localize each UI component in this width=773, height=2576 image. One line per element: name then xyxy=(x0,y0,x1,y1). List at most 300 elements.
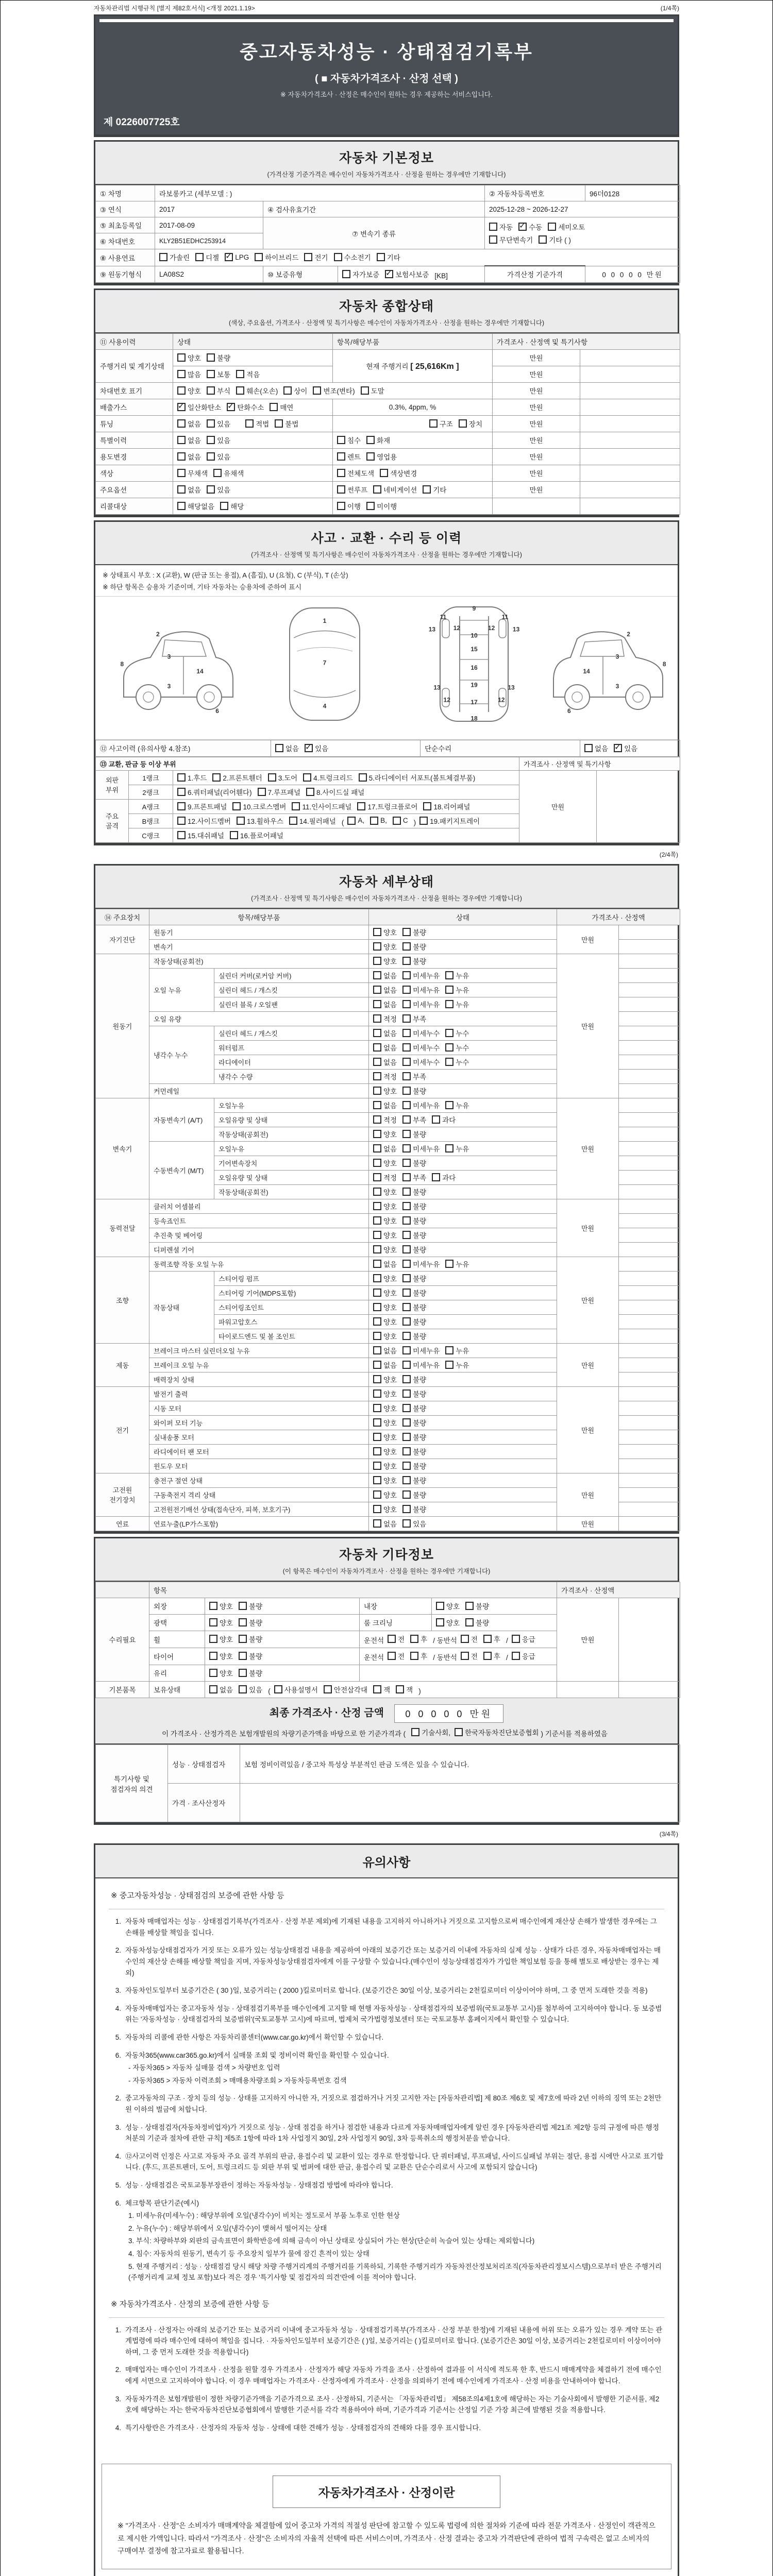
checkbox-item[interactable] xyxy=(402,1143,440,1154)
checkbox[interactable] xyxy=(337,452,345,461)
checkbox-item[interactable] xyxy=(239,1651,262,1661)
checkbox[interactable] xyxy=(177,370,186,378)
checkbox[interactable] xyxy=(275,744,283,752)
checkbox-item[interactable] xyxy=(411,1727,450,1737)
checkbox-item[interactable] xyxy=(207,352,230,363)
checkbox-item[interactable] xyxy=(402,956,426,966)
checkbox-item[interactable] xyxy=(370,817,387,825)
checkbox[interactable] xyxy=(373,1389,381,1398)
checkbox[interactable] xyxy=(373,1505,381,1513)
checkbox-item[interactable] xyxy=(419,816,480,826)
checkbox[interactable] xyxy=(429,419,438,428)
checkbox[interactable] xyxy=(402,1260,411,1268)
checkbox[interactable] xyxy=(373,986,381,994)
checkbox[interactable] xyxy=(209,1618,217,1626)
checkbox-item[interactable] xyxy=(402,999,440,1009)
checkbox-item[interactable] xyxy=(373,1230,397,1240)
checkbox-item[interactable] xyxy=(410,1634,427,1644)
checkbox[interactable] xyxy=(432,1115,440,1124)
checkbox[interactable] xyxy=(402,942,411,951)
checkbox-item[interactable] xyxy=(402,1129,426,1139)
checkbox-item[interactable] xyxy=(445,1143,469,1154)
checkbox-item[interactable] xyxy=(373,1028,397,1038)
checkbox[interactable] xyxy=(232,802,241,810)
checkbox-item[interactable] xyxy=(373,1259,397,1269)
checkbox-item[interactable] xyxy=(207,451,230,462)
checkbox[interactable] xyxy=(255,253,263,261)
checkbox[interactable] xyxy=(402,1245,411,1253)
checkbox[interactable] xyxy=(402,1202,411,1210)
checkbox-item[interactable] xyxy=(255,252,298,262)
checkbox[interactable] xyxy=(225,253,233,261)
checkbox[interactable] xyxy=(373,1043,381,1052)
checkbox-item[interactable] xyxy=(445,1259,469,1269)
checkbox-item[interactable] xyxy=(402,927,426,937)
checkbox-item[interactable] xyxy=(489,222,513,232)
checkbox-item[interactable] xyxy=(373,1331,397,1341)
checkbox-item[interactable] xyxy=(380,468,417,478)
checkbox[interactable] xyxy=(373,485,381,494)
checkbox-item[interactable] xyxy=(402,1504,426,1514)
checkbox-item[interactable] xyxy=(225,253,249,261)
checkbox[interactable] xyxy=(366,452,375,461)
checkbox[interactable] xyxy=(177,788,186,796)
checkbox-item[interactable] xyxy=(402,1172,426,1182)
checkbox-item[interactable] xyxy=(177,402,221,412)
checkbox[interactable] xyxy=(303,773,311,782)
checkbox[interactable] xyxy=(373,1332,381,1340)
checkbox-item[interactable] xyxy=(402,1489,426,1500)
checkbox-item[interactable] xyxy=(292,801,351,811)
checkbox[interactable] xyxy=(402,1447,411,1455)
checkbox-item[interactable] xyxy=(357,801,417,811)
checkbox[interactable] xyxy=(396,1685,404,1693)
checkbox-item[interactable] xyxy=(459,418,482,429)
checkbox-item[interactable] xyxy=(209,1651,233,1661)
checkbox[interactable] xyxy=(373,1519,381,1528)
checkbox[interactable] xyxy=(432,1173,440,1181)
checkbox-item[interactable] xyxy=(306,787,364,797)
checkbox-item[interactable] xyxy=(512,1651,535,1661)
checkbox[interactable] xyxy=(411,1728,419,1736)
checkbox[interactable] xyxy=(373,1245,381,1253)
checkbox[interactable] xyxy=(373,1476,381,1484)
checkbox-item[interactable] xyxy=(373,1100,397,1110)
checkbox-item[interactable] xyxy=(373,1417,397,1428)
checkbox-item[interactable] xyxy=(373,999,397,1009)
checkbox[interactable] xyxy=(373,1346,381,1354)
checkbox-item[interactable] xyxy=(373,1013,397,1024)
checkbox[interactable] xyxy=(373,1462,381,1470)
checkbox[interactable] xyxy=(270,403,278,411)
checkbox[interactable] xyxy=(373,1072,381,1080)
checkbox[interactable] xyxy=(373,1303,381,1311)
checkbox[interactable] xyxy=(373,1159,381,1167)
checkbox-item[interactable] xyxy=(373,1489,397,1500)
checkbox-item[interactable] xyxy=(518,222,542,232)
checkbox[interactable] xyxy=(402,1188,411,1196)
checkbox-item[interactable] xyxy=(388,1634,405,1644)
checkbox-item[interactable] xyxy=(275,418,298,429)
checkbox[interactable] xyxy=(402,1130,411,1138)
checkbox[interactable] xyxy=(518,223,527,231)
checkbox[interactable] xyxy=(402,1072,411,1080)
checkbox-item[interactable] xyxy=(366,451,397,462)
checkbox-item[interactable] xyxy=(359,772,476,783)
checkbox[interactable] xyxy=(402,1274,411,1282)
checkbox-item[interactable] xyxy=(373,1187,397,1197)
checkbox[interactable] xyxy=(402,1332,411,1340)
checkbox[interactable] xyxy=(373,1685,381,1693)
checkbox[interactable] xyxy=(402,1173,411,1181)
checkbox-item[interactable] xyxy=(455,1727,539,1737)
checkbox-item[interactable] xyxy=(584,743,608,753)
checkbox-item[interactable] xyxy=(402,1215,426,1226)
checkbox-item[interactable] xyxy=(159,252,190,262)
checkbox-item[interactable] xyxy=(258,787,300,797)
checkbox[interactable] xyxy=(195,253,204,261)
checkbox[interactable] xyxy=(402,1476,411,1484)
checkbox[interactable] xyxy=(419,817,428,825)
checkbox[interactable] xyxy=(402,1505,411,1513)
checkbox[interactable] xyxy=(207,353,215,362)
checkbox[interactable] xyxy=(177,502,186,510)
checkbox-item[interactable] xyxy=(402,1446,426,1456)
checkbox[interactable] xyxy=(512,1652,520,1660)
checkbox[interactable] xyxy=(465,1602,474,1610)
checkbox[interactable] xyxy=(445,1043,453,1052)
checkbox[interactable] xyxy=(209,1602,217,1610)
checkbox-item[interactable] xyxy=(432,1172,456,1182)
checkbox[interactable] xyxy=(209,1635,217,1643)
checkbox[interactable] xyxy=(177,831,186,839)
checkbox[interactable] xyxy=(373,971,381,979)
checkbox-item[interactable] xyxy=(402,1374,426,1384)
checkbox-item[interactable] xyxy=(402,1345,440,1355)
checkbox-item[interactable] xyxy=(373,956,397,966)
checkbox-item[interactable] xyxy=(373,1086,397,1096)
checkbox-item[interactable] xyxy=(373,1244,397,1255)
checkbox-item[interactable] xyxy=(402,1071,426,1081)
checkbox[interactable] xyxy=(402,1418,411,1427)
checkbox-item[interactable] xyxy=(402,1013,426,1024)
checkbox-item[interactable] xyxy=(423,484,446,495)
checkbox[interactable] xyxy=(465,1618,474,1626)
checkbox-item[interactable] xyxy=(177,435,201,445)
checkbox-item[interactable] xyxy=(432,1114,456,1125)
checkbox[interactable] xyxy=(445,986,453,994)
checkbox[interactable] xyxy=(402,1389,411,1398)
checkbox-item[interactable] xyxy=(465,1617,489,1628)
checkbox-item[interactable] xyxy=(373,1071,397,1081)
checkbox[interactable] xyxy=(373,1317,381,1326)
checkbox-item[interactable] xyxy=(373,1446,397,1456)
checkbox[interactable] xyxy=(388,1635,396,1643)
checkbox[interactable] xyxy=(385,270,393,278)
checkbox[interactable] xyxy=(461,1635,469,1643)
checkbox[interactable] xyxy=(177,403,186,411)
checkbox-item[interactable] xyxy=(177,468,208,478)
checkbox-item[interactable] xyxy=(177,352,201,363)
checkbox-item[interactable] xyxy=(361,385,384,396)
checkbox[interactable] xyxy=(373,1418,381,1427)
checkbox-item[interactable] xyxy=(324,1684,367,1694)
checkbox-item[interactable] xyxy=(373,1345,397,1355)
checkbox-item[interactable] xyxy=(373,1403,397,1413)
checkbox-item[interactable] xyxy=(239,1634,262,1644)
checkbox[interactable] xyxy=(402,1029,411,1037)
checkbox-item[interactable] xyxy=(402,985,440,995)
checkbox-item[interactable] xyxy=(177,418,201,429)
checkbox[interactable] xyxy=(304,253,312,261)
checkbox[interactable] xyxy=(402,957,411,965)
checkbox-item[interactable] xyxy=(303,772,352,783)
checkbox[interactable] xyxy=(337,469,345,477)
checkbox[interactable] xyxy=(483,1652,492,1660)
checkbox-item[interactable] xyxy=(445,999,469,1009)
checkbox-item[interactable] xyxy=(373,1042,397,1053)
checkbox[interactable] xyxy=(275,419,283,428)
checkbox[interactable] xyxy=(377,253,385,261)
checkbox[interactable] xyxy=(324,1685,332,1693)
checkbox[interactable] xyxy=(402,1014,411,1023)
checkbox-item[interactable] xyxy=(402,1475,426,1485)
checkbox[interactable] xyxy=(366,502,375,510)
checkbox[interactable] xyxy=(445,1346,453,1354)
checkbox-item[interactable] xyxy=(195,252,219,262)
checkbox[interactable] xyxy=(239,1602,247,1610)
checkbox-item[interactable] xyxy=(289,816,336,826)
checkbox[interactable] xyxy=(268,773,276,782)
checkbox-item[interactable] xyxy=(483,1634,500,1644)
checkbox-item[interactable] xyxy=(402,1287,426,1298)
checkbox[interactable] xyxy=(402,1433,411,1441)
checkbox-item[interactable] xyxy=(402,1302,426,1312)
checkbox[interactable] xyxy=(177,436,186,444)
checkbox[interactable] xyxy=(337,502,345,510)
checkbox[interactable] xyxy=(459,419,467,428)
checkbox-item[interactable] xyxy=(402,1316,426,1327)
checkbox[interactable] xyxy=(347,817,356,825)
checkbox-item[interactable] xyxy=(388,1651,405,1661)
checkbox-item[interactable] xyxy=(366,435,390,445)
checkbox-item[interactable] xyxy=(445,1100,469,1110)
checkbox-item[interactable] xyxy=(313,385,355,396)
checkbox[interactable] xyxy=(402,1303,411,1311)
checkbox[interactable] xyxy=(402,1375,411,1383)
checkbox-item[interactable] xyxy=(177,451,201,462)
checkbox-item[interactable] xyxy=(373,1475,397,1485)
checkbox[interactable] xyxy=(239,1652,247,1660)
checkbox-item[interactable] xyxy=(512,1634,535,1644)
checkbox[interactable] xyxy=(410,1635,418,1643)
checkbox-item[interactable] xyxy=(209,1617,233,1628)
checkbox-item[interactable] xyxy=(373,1143,397,1154)
checkbox[interactable] xyxy=(227,403,235,411)
checkbox-item[interactable] xyxy=(373,941,397,952)
checkbox-item[interactable] xyxy=(227,402,264,412)
checkbox[interactable] xyxy=(548,223,556,231)
checkbox[interactable] xyxy=(177,469,186,477)
checkbox[interactable] xyxy=(283,386,292,395)
checkbox[interactable] xyxy=(209,1669,217,1677)
checkbox-item[interactable] xyxy=(489,234,533,245)
checkbox[interactable] xyxy=(489,223,497,231)
checkbox-item[interactable] xyxy=(402,1086,426,1096)
checkbox-item[interactable] xyxy=(236,369,260,379)
checkbox[interactable] xyxy=(239,1685,247,1693)
checkbox[interactable] xyxy=(245,419,254,428)
checkbox-item[interactable] xyxy=(337,484,367,495)
checkbox[interactable] xyxy=(239,1635,247,1643)
checkbox[interactable] xyxy=(292,802,300,810)
checkbox[interactable] xyxy=(373,1087,381,1095)
checkbox-item[interactable] xyxy=(337,451,361,462)
checkbox[interactable] xyxy=(445,1260,453,1268)
checkbox[interactable] xyxy=(207,485,215,494)
checkbox[interactable] xyxy=(361,386,369,395)
checkbox-item[interactable] xyxy=(402,1388,426,1399)
checkbox-item[interactable] xyxy=(239,1601,262,1611)
checkbox[interactable] xyxy=(445,1029,453,1037)
checkbox[interactable] xyxy=(483,1635,492,1643)
checkbox[interactable] xyxy=(402,928,411,936)
checkbox-item[interactable] xyxy=(436,1601,460,1611)
checkbox-item[interactable] xyxy=(373,1057,397,1067)
checkbox-item[interactable] xyxy=(177,484,201,495)
checkbox[interactable] xyxy=(209,1685,217,1693)
checkbox[interactable] xyxy=(305,744,313,752)
checkbox-item[interactable] xyxy=(373,1461,397,1471)
checkbox[interactable] xyxy=(373,1014,381,1023)
checkbox-item[interactable] xyxy=(337,501,361,511)
checkbox[interactable] xyxy=(373,1144,381,1153)
checkbox[interactable] xyxy=(212,773,221,782)
checkbox-item[interactable] xyxy=(209,1601,233,1611)
checkbox[interactable] xyxy=(337,485,345,494)
checkbox-item[interactable] xyxy=(402,1100,440,1110)
checkbox[interactable] xyxy=(209,1652,217,1660)
checkbox-item[interactable] xyxy=(347,817,364,825)
checkbox[interactable] xyxy=(402,1462,411,1470)
checkbox-item[interactable] xyxy=(275,743,299,753)
checkbox[interactable] xyxy=(306,788,314,796)
checkbox[interactable] xyxy=(373,1375,381,1383)
checkbox-item[interactable] xyxy=(239,1684,262,1694)
checkbox-item[interactable] xyxy=(402,1273,426,1283)
checkbox[interactable] xyxy=(342,270,350,278)
checkbox-item[interactable] xyxy=(268,772,297,783)
checkbox-item[interactable] xyxy=(373,1273,397,1283)
checkbox-item[interactable] xyxy=(342,269,379,279)
checkbox[interactable] xyxy=(373,1115,381,1124)
checkbox-item[interactable] xyxy=(402,1518,426,1529)
checkbox[interactable] xyxy=(373,1490,381,1499)
checkbox-item[interactable] xyxy=(212,772,262,783)
checkbox-item[interactable] xyxy=(373,1215,397,1226)
checkbox-item[interactable] xyxy=(445,1028,469,1038)
checkbox[interactable] xyxy=(334,253,342,261)
checkbox-item[interactable] xyxy=(304,252,328,262)
checkbox[interactable] xyxy=(423,485,431,494)
checkbox[interactable] xyxy=(239,1618,247,1626)
checkbox[interactable] xyxy=(207,419,215,428)
checkbox[interactable] xyxy=(402,1519,411,1528)
checkbox[interactable] xyxy=(373,1404,381,1412)
checkbox-item[interactable] xyxy=(274,1684,318,1694)
checkbox[interactable] xyxy=(373,1202,381,1210)
checkbox-item[interactable] xyxy=(548,222,585,232)
checkbox-item[interactable] xyxy=(445,1360,469,1370)
checkbox[interactable] xyxy=(380,469,388,477)
checkbox[interactable] xyxy=(220,502,228,510)
checkbox-item[interactable] xyxy=(177,369,201,379)
checkbox[interactable] xyxy=(177,485,186,494)
checkbox[interactable] xyxy=(402,1159,411,1167)
checkbox[interactable] xyxy=(337,436,345,444)
checkbox-item[interactable] xyxy=(207,385,230,396)
checkbox[interactable] xyxy=(410,1652,418,1660)
checkbox[interactable] xyxy=(402,1043,411,1052)
checkbox[interactable] xyxy=(357,802,365,810)
checkbox-item[interactable] xyxy=(177,501,214,511)
checkbox[interactable] xyxy=(177,419,186,428)
checkbox[interactable] xyxy=(366,436,375,444)
checkbox[interactable] xyxy=(370,817,378,825)
checkbox[interactable] xyxy=(207,370,215,378)
checkbox[interactable] xyxy=(236,370,244,378)
checkbox-item[interactable] xyxy=(207,418,230,429)
checkbox-item[interactable] xyxy=(177,772,207,783)
checkbox[interactable] xyxy=(402,1115,411,1124)
checkbox[interactable] xyxy=(289,817,297,825)
checkbox[interactable] xyxy=(445,1361,453,1369)
checkbox-item[interactable] xyxy=(373,985,397,995)
checkbox-item[interactable] xyxy=(445,985,469,995)
checkbox-item[interactable] xyxy=(373,1684,390,1694)
checkbox[interactable] xyxy=(373,1130,381,1138)
checkbox-item[interactable] xyxy=(373,1360,397,1370)
checkbox-item[interactable] xyxy=(402,1042,440,1053)
checkbox-item[interactable] xyxy=(429,418,453,429)
checkbox[interactable] xyxy=(313,386,321,395)
checkbox-item[interactable] xyxy=(465,1601,489,1611)
checkbox-item[interactable] xyxy=(539,234,571,245)
checkbox-item[interactable] xyxy=(283,385,307,396)
checkbox[interactable] xyxy=(402,971,411,979)
checkbox[interactable] xyxy=(393,817,401,825)
checkbox-item[interactable] xyxy=(402,1158,426,1168)
checkbox[interactable] xyxy=(373,1216,381,1225)
checkbox-item[interactable] xyxy=(177,816,231,826)
checkbox[interactable] xyxy=(373,1231,381,1239)
checkbox[interactable] xyxy=(373,1274,381,1282)
checkbox[interactable] xyxy=(373,1289,381,1297)
checkbox-item[interactable] xyxy=(209,1634,233,1644)
checkbox[interactable] xyxy=(402,1000,411,1008)
checkbox-item[interactable] xyxy=(213,468,244,478)
checkbox[interactable] xyxy=(373,1101,381,1109)
checkbox[interactable] xyxy=(423,802,431,810)
checkbox[interactable] xyxy=(539,235,547,244)
checkbox-item[interactable] xyxy=(373,927,397,937)
checkbox[interactable] xyxy=(230,831,238,839)
checkbox[interactable] xyxy=(359,773,367,782)
checkbox[interactable] xyxy=(177,386,186,395)
checkbox[interactable] xyxy=(207,436,215,444)
checkbox-item[interactable] xyxy=(436,1617,460,1628)
checkbox-item[interactable] xyxy=(423,801,470,811)
